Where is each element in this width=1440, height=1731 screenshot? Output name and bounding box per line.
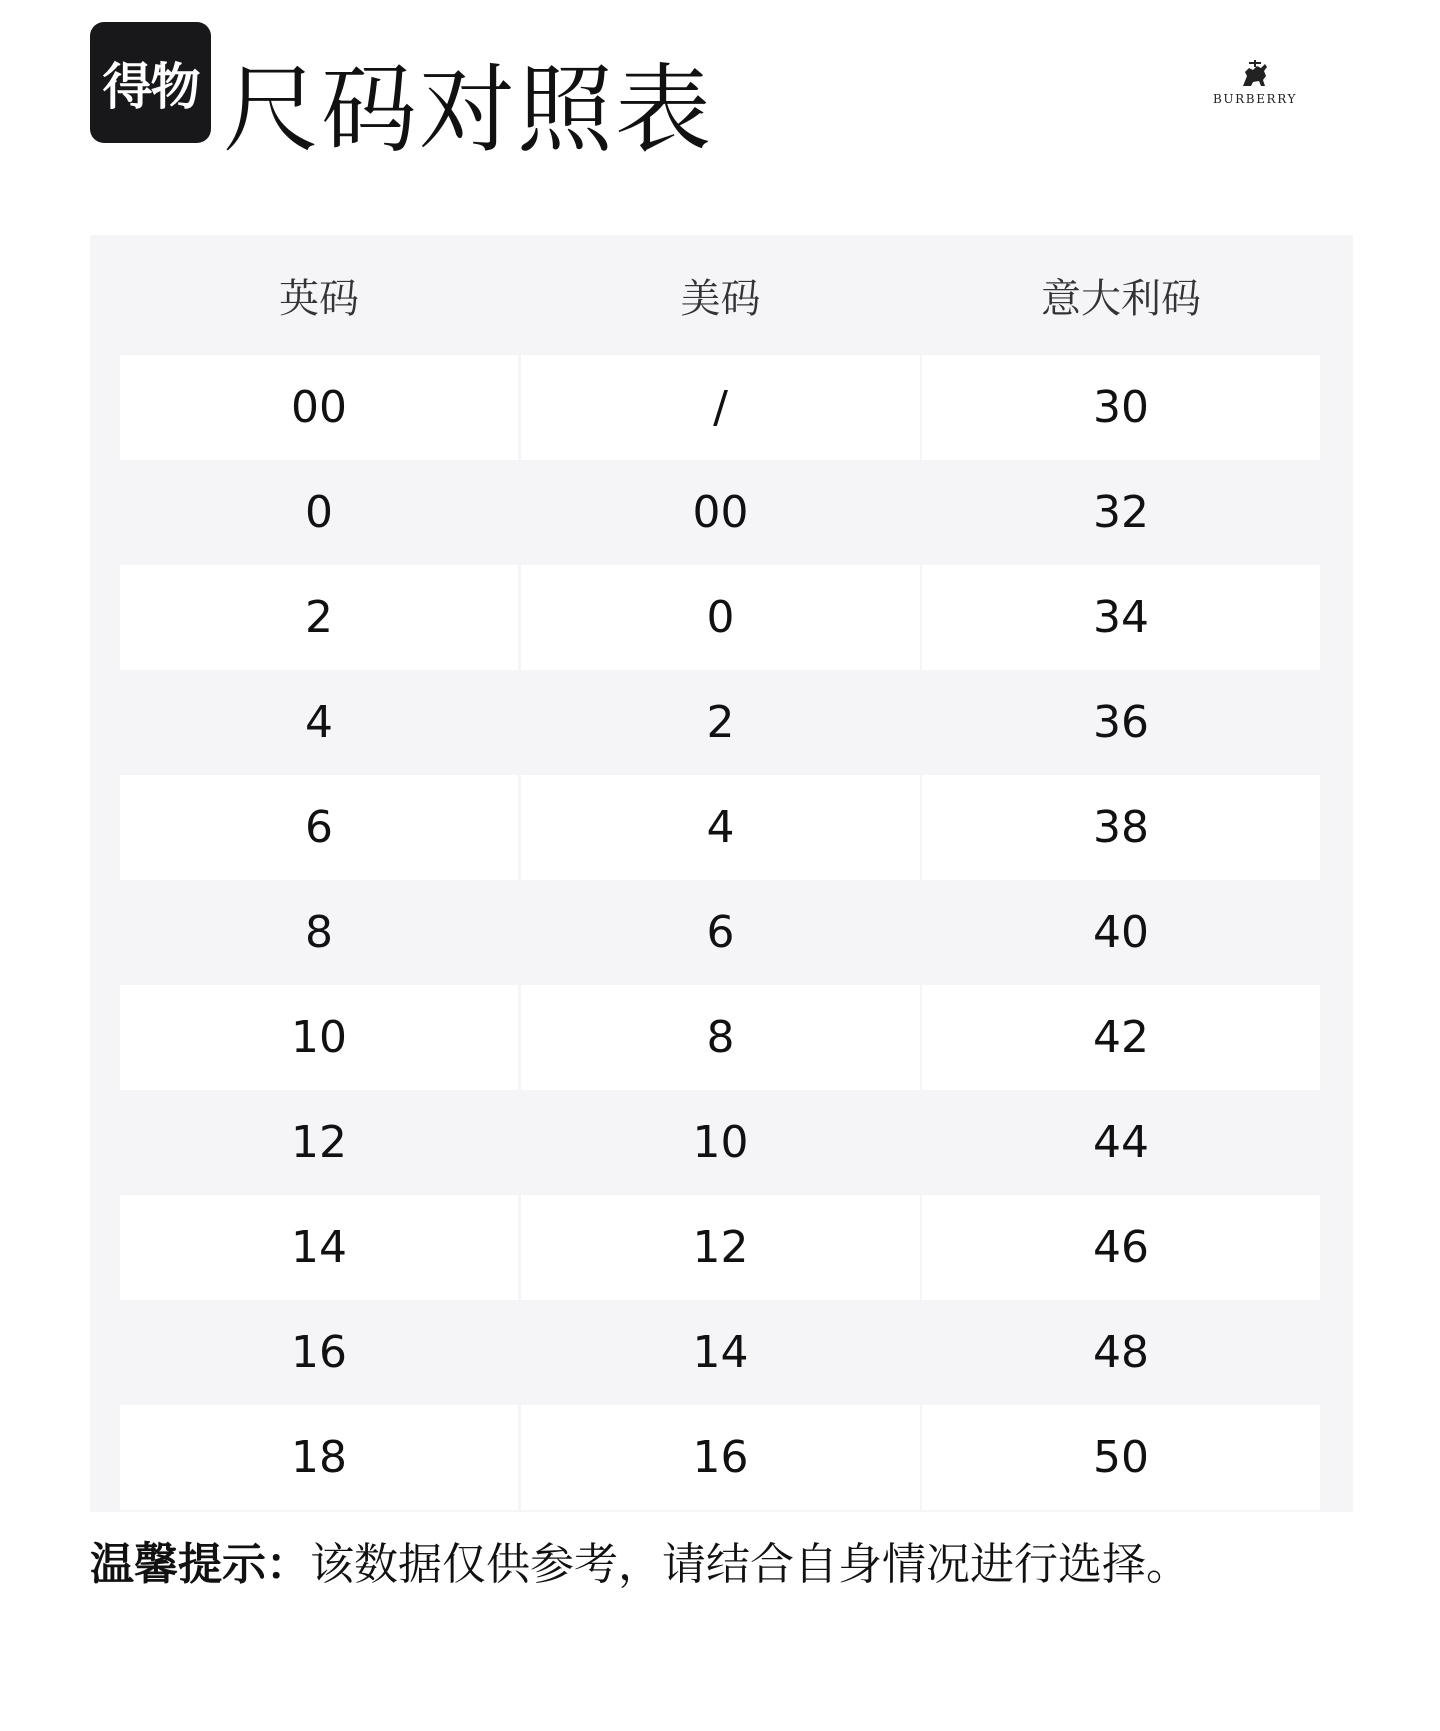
- table-cell-us: 2: [706, 697, 735, 748]
- table-row: [120, 1090, 1320, 1195]
- table-row: [120, 355, 1320, 460]
- table-cell-uk: 12: [291, 1117, 347, 1168]
- table-cell-italy: 42: [922, 985, 1320, 1090]
- table-cell-us: 8: [521, 985, 920, 1090]
- table-cell-italy: 46: [922, 1195, 1320, 1300]
- table-cell-uk: 2: [120, 565, 518, 670]
- column-header-uk: 英码: [279, 275, 359, 322]
- table-cell-uk: 10: [120, 985, 518, 1090]
- table-cell-us: 14: [692, 1327, 749, 1378]
- brand-logo: [1190, 58, 1320, 108]
- tip-label: 温馨提示：: [90, 1539, 310, 1590]
- table-cell-uk: 4: [305, 697, 333, 748]
- table-cell-uk: 0: [305, 487, 333, 538]
- table-cell-italy: 50: [922, 1405, 1320, 1510]
- footer-tip: [90, 1535, 1190, 1595]
- column-header-italy: 意大利码: [1041, 275, 1201, 322]
- table-header: [90, 235, 1353, 355]
- table-row: [120, 985, 1320, 1090]
- app-logo: [90, 22, 211, 143]
- table-row: [120, 775, 1320, 880]
- table-cell-uk: 16: [291, 1327, 347, 1378]
- table-row: [120, 670, 1320, 775]
- table-cell-us: 00: [692, 487, 749, 538]
- table-cell-uk: 18: [120, 1405, 518, 1510]
- table-row: [120, 1195, 1320, 1300]
- table-cell-uk: 6: [120, 775, 518, 880]
- brand-name: BURBERRY: [1213, 92, 1297, 106]
- app-logo-text: 得物: [102, 57, 199, 116]
- table-cell-uk: 00: [120, 355, 518, 460]
- table-row: [120, 1300, 1320, 1405]
- table-row: [120, 565, 1320, 670]
- table-cell-italy: 32: [1093, 487, 1149, 538]
- table-cell-us: /: [521, 355, 920, 460]
- table-cell-us: 0: [521, 565, 920, 670]
- table-cell-us: 16: [521, 1405, 920, 1510]
- table-cell-uk: 14: [120, 1195, 518, 1300]
- table-cell-us: 4: [521, 775, 920, 880]
- table-cell-italy: 48: [1093, 1327, 1149, 1378]
- equestrian-knight-icon: [1235, 58, 1275, 90]
- table-cell-uk: 8: [305, 907, 333, 958]
- table-cell-italy: 40: [1093, 907, 1149, 958]
- table-cell-us: 10: [692, 1117, 749, 1168]
- table-cell-italy: 36: [1093, 697, 1149, 748]
- table-row: [120, 460, 1320, 565]
- table-row: [120, 1405, 1320, 1510]
- table-cell-italy: 34: [922, 565, 1320, 670]
- table-row: [120, 880, 1320, 985]
- table-cell-us: 6: [706, 907, 735, 958]
- tip-text: 该数据仅供参考，请结合自身情况进行选择。: [310, 1539, 1190, 1590]
- table-body: [120, 355, 1320, 1510]
- table-cell-us: 12: [521, 1195, 920, 1300]
- table-cell-italy: 44: [1093, 1117, 1149, 1168]
- table-cell-italy: 38: [922, 775, 1320, 880]
- size-chart-table: [90, 235, 1353, 1512]
- page-title: 尺码对照表: [223, 54, 713, 166]
- column-header-us: 美码: [680, 275, 761, 322]
- table-cell-italy: 30: [922, 355, 1320, 460]
